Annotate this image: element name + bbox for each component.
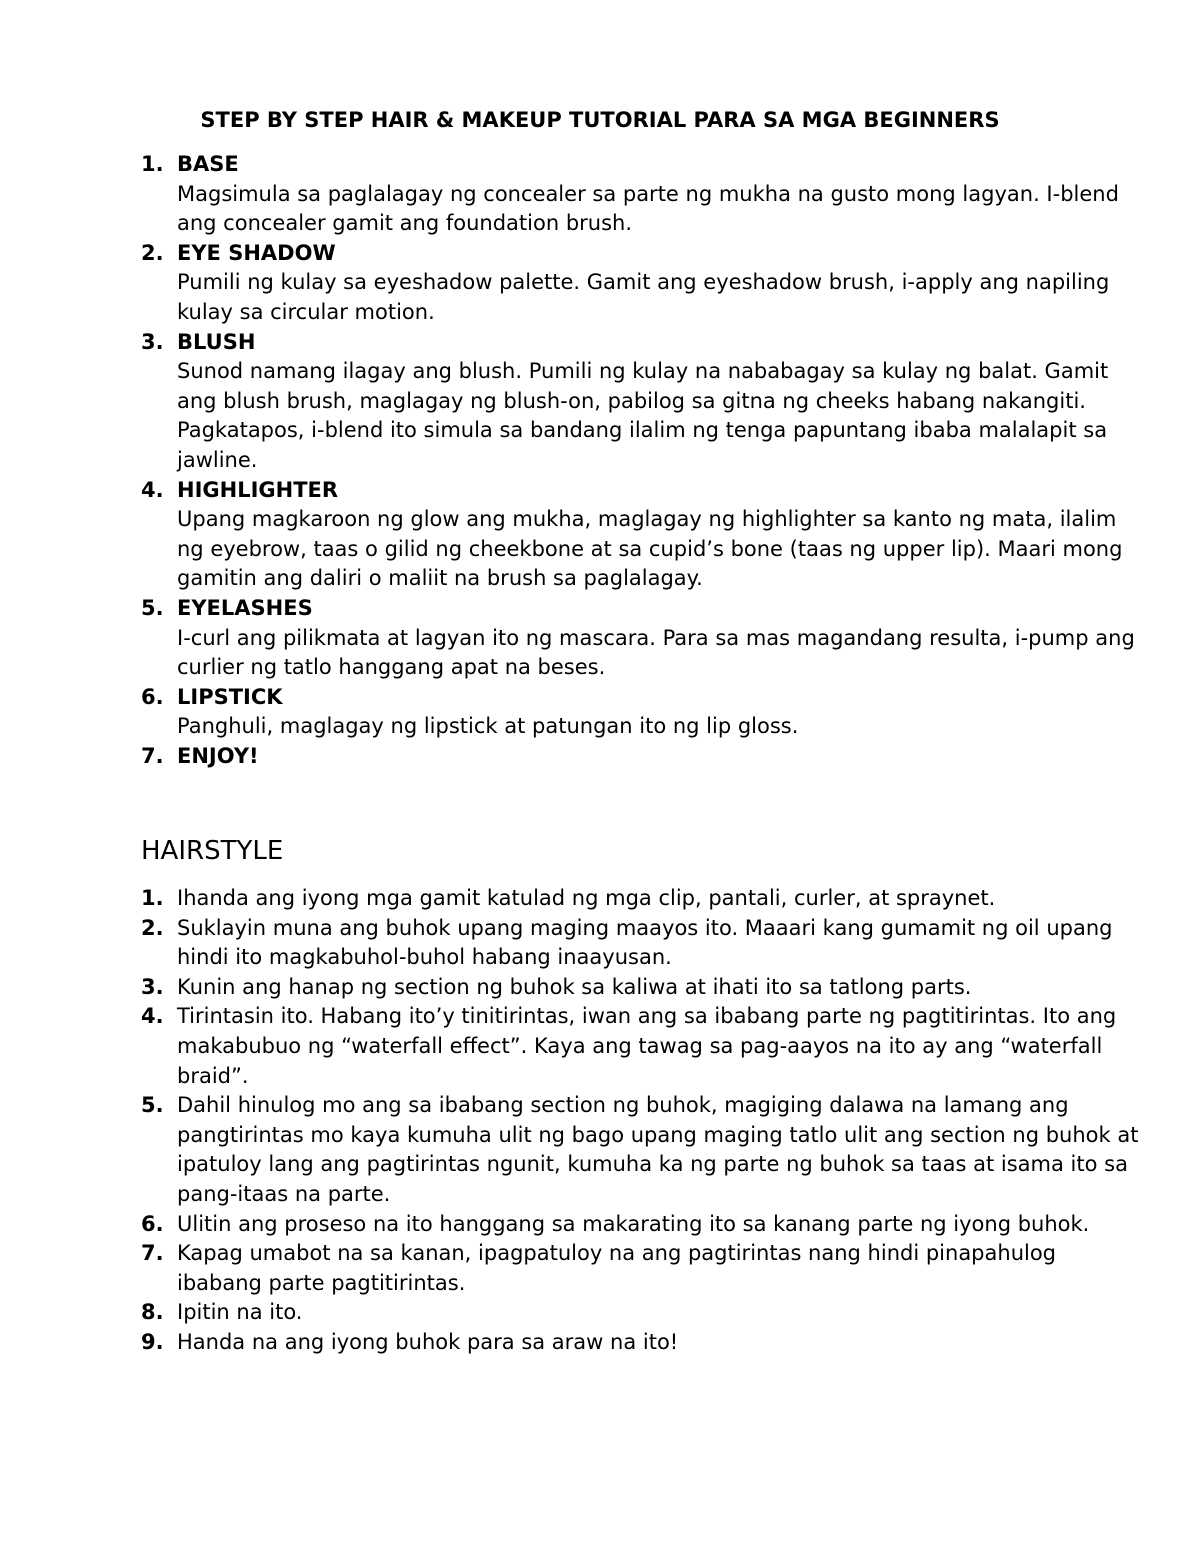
step-number: 7. [141, 743, 164, 768]
step-description: Kapag umabot na sa kanan, ipagpatuloy na ang pagtirintas nang hindi pinapahulog ibabang parte pagtitirintas. [177, 1241, 1057, 1295]
step-number: 3. [141, 974, 164, 999]
makeup-step [141, 328, 1141, 476]
step-description: Suklayin muna ang buhok upang maging maayos ito. Maaari kang gumamit ng oil upang hindi ito magkabuhol-buhol habang inaayusan. [177, 915, 1113, 970]
step-heading: LIPSTICK [177, 684, 283, 709]
step-number: 2. [141, 240, 164, 265]
step-description: Magsimula sa paglalagay ng concealer sa parte ng mukha na gusto mong lagyan. I-blend ang concealer gamit ang foundation brush. [177, 181, 1119, 236]
hairstyle-step [141, 1328, 1141, 1358]
step-number: 4. [141, 1004, 164, 1029]
step-number: 3. [141, 329, 164, 354]
hairstyle-step [141, 884, 1141, 914]
step-number: 5. [141, 595, 164, 620]
document-title: STEP BY STEP HAIR & MAKEUP TUTORIAL PARA SA MGA BEGINNERS [200, 108, 1000, 132]
step-heading: BLUSH [177, 329, 256, 354]
step-number: 5. [141, 1093, 164, 1118]
step-number: 6. [141, 1211, 164, 1236]
hairstyle-step [141, 1091, 1141, 1209]
hairstyle-step [141, 973, 1141, 1003]
makeup-step [141, 150, 1141, 239]
step-description: I-curl ang pilikmata at lagyan ito ng mascara. Para sa mas magandang resulta, i-pump ang curlier ng tatlo hanggang apat na beses. [177, 625, 1135, 680]
step-number: 2. [141, 915, 164, 940]
step-description: Handa na ang iyong buhok para sa araw na ito! [177, 1329, 679, 1354]
step-number: 6. [141, 684, 164, 709]
makeup-step [141, 683, 1141, 742]
step-description: Sunod namang ilagay ang blush. Pumili ng kulay na nababagay sa kulay ng balat. Gamit ang blush brush, maglagay ng blush-on, pabilog sa gitna ng cheeks habang nakangiti. Pagkatapos, i-blend ito simula sa bandang ilalim ng tenga papuntang ibaba malalapit sa jawline. [177, 359, 1109, 472]
step-heading: EYE SHADOW [177, 240, 336, 265]
hairstyle-step [141, 1002, 1141, 1091]
makeup-step [141, 594, 1141, 683]
step-number: 8. [141, 1300, 164, 1325]
step-heading: ENJOY! [177, 743, 259, 768]
step-description: Ihanda ang iyong mga gamit katulad ng mga clip, pantali, curler, at spraynet. [177, 886, 996, 910]
step-description: Upang magkaroon ng glow ang mukha, maglagay ng highlighter sa kanto ng mata, ilalim ng eyebrow, taas o gilid ng cheekbone at sa cupid’s bone (taas ng upper lip). Maari mong gamitin ang daliri o maliit na brush sa paglalagay. [177, 507, 1123, 591]
makeup-step [141, 239, 1141, 328]
step-description: Dahil hinulog mo ang sa ibabang section ng buhok, magiging dalawa na lamang ang pangtirintas mo kaya kumuha ulit ng bago upang maging tatlo ulit ang section ng buhok at ipatuloy lang ang pagtirintas ngunit, kumuha ka ng parte ng buhok sa taas at isama ito sa pang-itaas na parte. [177, 1093, 1139, 1206]
step-number: 1. [141, 152, 164, 176]
makeup-step [141, 476, 1141, 594]
step-heading: HIGHLIGHTER [177, 477, 339, 502]
step-description: Panghuli, maglagay ng lipstick at patungan ito ng lip gloss. [177, 714, 799, 739]
makeup-step [141, 742, 1141, 772]
step-description: Kunin ang hanap ng section ng buhok sa kaliwa at ihati ito sa tatlong parts. [177, 974, 972, 999]
hairstyle-step [141, 1239, 1141, 1298]
step-number: 7. [141, 1241, 164, 1266]
step-description: Ipitin na ito. [177, 1300, 303, 1325]
hairstyle-section-title: HAIRSTYLE [141, 836, 284, 866]
makeup-steps-list [141, 150, 1141, 771]
hairstyle-step [141, 914, 1141, 973]
hairstyle-step [141, 1298, 1141, 1328]
step-heading: EYELASHES [177, 595, 313, 620]
step-description: Tirintasin ito. Habang ito’y tinitirintas, iwan ang sa ibabang parte ng pagtitirintas. Ito ang makabubuo ng “waterfall effect”. Kaya ang tawag sa pag-aayos na ito ay ang “waterfall braid”. [177, 1004, 1117, 1088]
hairstyle-steps-list [141, 884, 1141, 1358]
step-number: 4. [141, 477, 164, 502]
step-description: Pumili ng kulay sa eyeshadow palette. Gamit ang eyeshadow brush, i-apply ang napiling kulay sa circular motion. [177, 270, 1110, 324]
hairstyle-step [141, 1210, 1141, 1240]
step-heading: BASE [177, 152, 239, 176]
step-description: Ulitin ang proseso na ito hanggang sa makarating ito sa kanang parte ng iyong buhok. [177, 1211, 1090, 1236]
step-number: 1. [141, 886, 164, 910]
step-number: 9. [141, 1329, 164, 1354]
